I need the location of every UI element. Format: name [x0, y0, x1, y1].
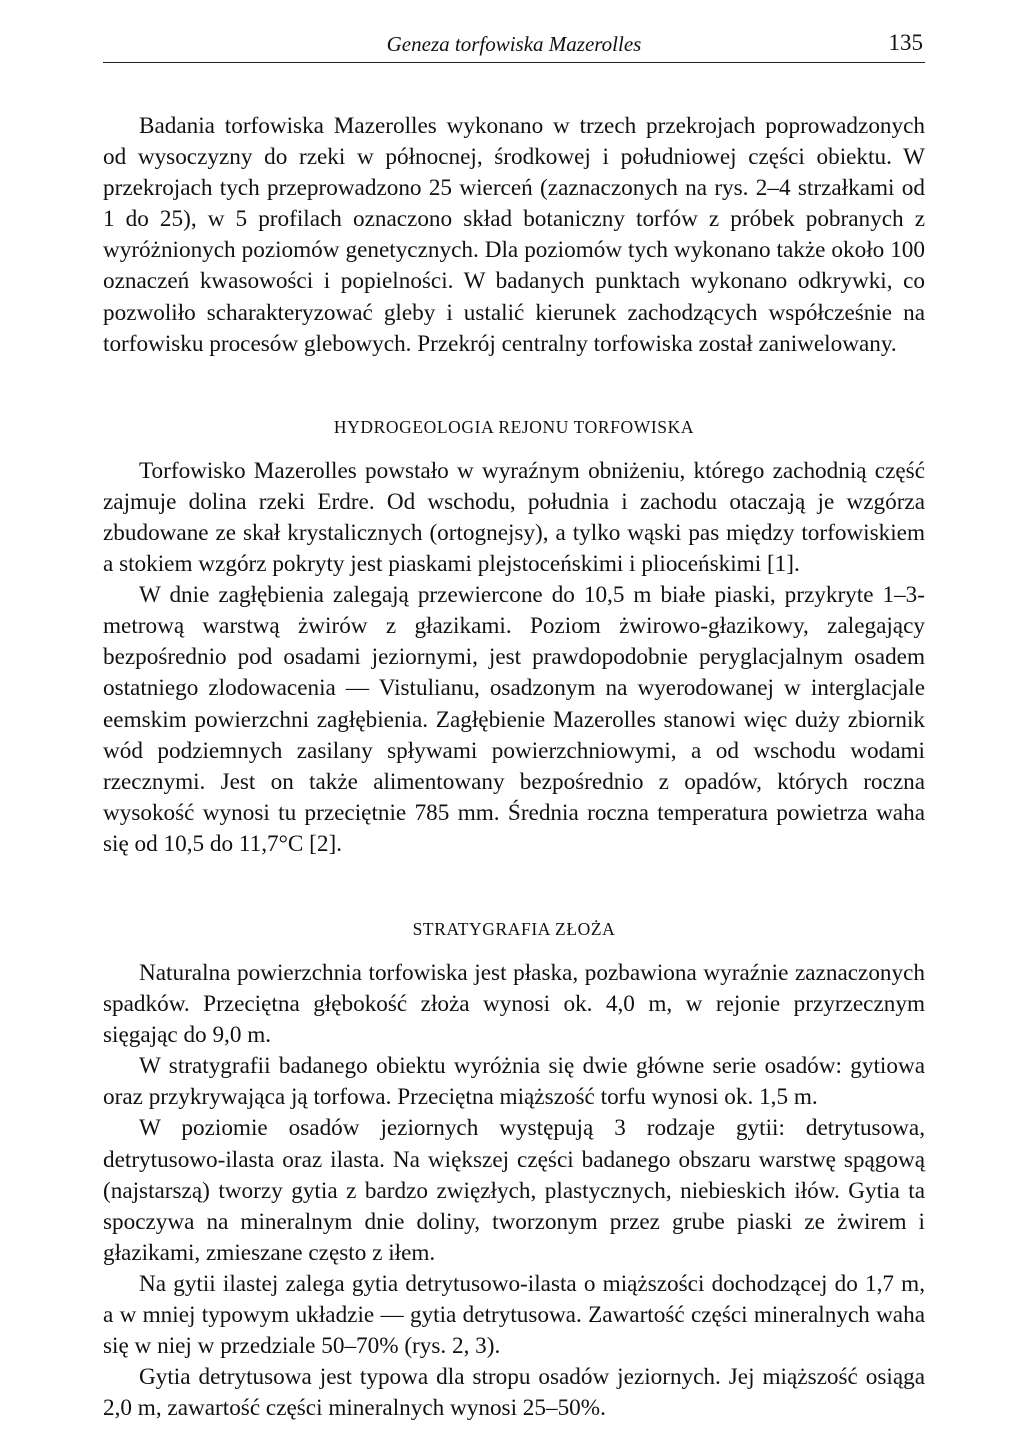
body-text [103, 111, 925, 1424]
stratigraphy-paragraph-3: W poziomie osadów jeziornych występują 3 rodzaje gytii: detrytusowa, detrytusowo-ilasta oraz ilasta. Na większej części badanego obszaru warstwę spągową (najstarszą) tworzy gytia z bardzo zwięzłych, plastycznych, niebieskich iłów. Gytia ta spoczywa na mineralnym dnie doliny, tworzonym przez grube piaski ze żwirem i głazikami, zmieszane często z iłem. [103, 1115, 925, 1266]
intro-paragraph-1: Badania torfowiska Mazerolles wykonano w trzech przekrojach poprowadzonych od wysoczyzny do rzeki w północnej, środkowej i południowej części obiektu. W przekrojach tych przeprowadzono 25 wierceń (zaznaczonych na rys. 2–4 strzałkami od 1 do 25), w 5 profilach oznaczono skład botaniczny torfów z próbek pobranych z wyróżnionych poziomów genetycznych. Dla poziomów tych wykonano także około 100 oznaczeń kwasowości i popielności. W badanych punktach wykonano odkrywki, co pozwoliło scharakteryzować gleby i ustalić kierunek zachodzących współcześnie na torfowisku procesów glebowych. Przekrój centralny torfowiska został zaniwelowany. [103, 113, 925, 357]
stratigraphy-paragraph-4: Na gytii ilastej zalega gytia detrytusowo-ilasta o miąższości dochodzącej do 1,7 m, a w mniej typowym układzie — gytia detrytusowa. Zawartość części mineralnych waha się w niej w przedziale 50–70% (rys. 2, 3). [103, 1270, 925, 1360]
stratigraphy-paragraph-2: W stratygrafii badanego obiektu wyróżnia się dwie główne serie osadów: gytiowa oraz przykrywająca ją torfowa. Przeciętna miąższość torfu wynosi ok. 1,5 m. [103, 1053, 925, 1111]
stratigraphy-paragraph-1: Naturalna powierzchnia torfowiska jest płaska, pozbawiona wyraźnie zaznaczonych spadków. Przeciętna głębokość złoża wynosi ok. 4,0 m, w rejonie przyrzecznym sięgając do 9,0 m. [103, 959, 925, 1049]
hydrogeology-heading: HYDROGEOLOGIA REJONU TORFOWISKA [333, 416, 695, 437]
document-page [103, 28, 925, 1424]
stratigraphy-heading: STRATYGRAFIA ZŁOŻA [412, 918, 616, 939]
hydrogeology-section [103, 415, 925, 860]
running-header [103, 28, 925, 63]
intro-section [103, 111, 925, 360]
hydrogeology-paragraph-2: W dnie zagłębienia zalegają przewiercone do 10,5 m białe piaski, przykryte 1–3-metrową warstwą żwirów z głazikami. Poziom żwirowo-głazikowy, zalegający bezpośrednio pod osadami jeziornymi, jest prawdopodobnie peryglacjalnym osadem ostatniego zlodowacenia — Vistulianu, osadzonym na wyerodowanej w interglacjale eemskim powierzchni zagłębienia. Zagłębienie Mazerolles stanowi więc duży zbiornik wód podziemnych zasilany spływami powierzchniowymi, a od wschodu wodami rzecznymi. Jest on także alimentowany bezpośrednio z opadów, których roczna wysokość wynosi tu przeciętnie 785 mm. Średnia roczna temperatura powietrza waha się od 10,5 do 11,7°C [2]. [103, 582, 925, 857]
stratigraphy-paragraph-5: Gytia detrytusowa jest typowa dla stropu osadów jeziornych. Jej miąższość osiąga 2,0 m, zawartość części mineralnych wynosi 25–50%. [103, 1364, 925, 1422]
stratigraphy-section [103, 917, 925, 1424]
hydrogeology-paragraph-1: Torfowisko Mazerolles powstało w wyraźnym obniżeniu, którego zachodnią część zajmuje dolina rzeki Erdre. Od wschodu, południa i zachodu otaczają je wzgórza zbudowane ze skał krystalicznych (ortognejsy), a tylko wąski pas między torfowiskiem a stokiem wzgórz pokryty jest piaskami plejstoceńskimi i plioceńskimi [1]. [103, 457, 925, 578]
running-title: Geneza torfowiska Mazerolles [386, 32, 642, 56]
page-number: 135 [888, 30, 923, 55]
